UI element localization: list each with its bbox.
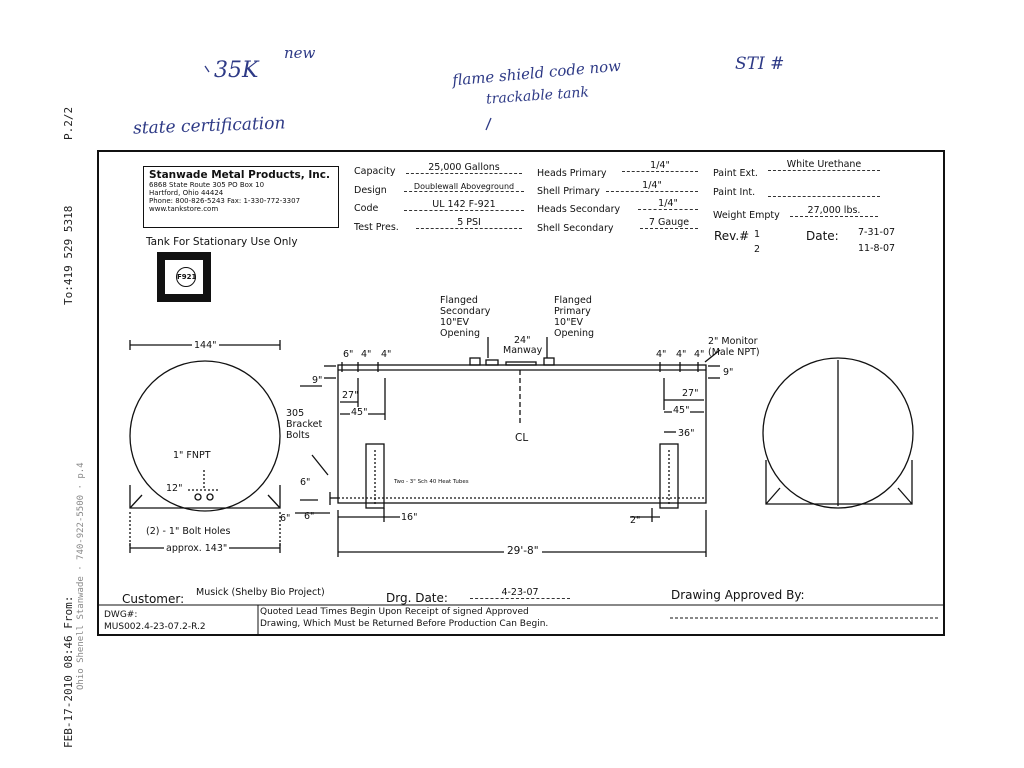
spec-test-label: Test Pres. (354, 222, 399, 233)
flanged-secondary-callout: Flanged Secondary 10"EV Opening (440, 295, 491, 339)
dim-2: 2" (630, 515, 641, 526)
dim-27-right: 27" (682, 388, 699, 399)
manway-label: Manway (503, 345, 543, 356)
spec-design-label: Design (354, 185, 387, 196)
dwg-label: DWG#: (104, 610, 138, 620)
spec-weight-value: 27,000 lbs. (790, 205, 878, 217)
spec-capacity-label: Capacity (354, 166, 396, 177)
spec-paint-int-label: Paint Int. (713, 187, 756, 198)
dim-approx: approx. 143" (166, 543, 228, 554)
bracket-number: 305 (286, 408, 305, 419)
company-city: Hartford, Ohio 44424 (149, 189, 224, 197)
lead-time-note-2: Drawing, Which Must be Returned Before Production Can Begin. (260, 619, 549, 629)
monitor-callout: 2" Monitor (Male NPT) (708, 336, 760, 358)
handwritten-note-flame-1: flame shield code now (451, 56, 622, 90)
spec-heads-primary-label: Heads Primary (537, 168, 607, 179)
dim-4-top-2: 4" (381, 349, 392, 360)
company-phone: Phone: 800-826-5243 Fax: 1-330-772-3307 (149, 197, 301, 205)
spec-date-label: Date: (806, 229, 839, 243)
stationary-notice: Tank For Stationary Use Only (146, 236, 298, 248)
dim-45-right: 45" (673, 405, 690, 416)
spec-rev-2: 2 (754, 244, 761, 255)
spec-capacity-value: 25,000 Gallons (406, 162, 522, 174)
dim-fnpt: 1" FNPT (173, 450, 211, 461)
spec-design-value: Doublewall Aboveground (404, 182, 524, 192)
dwg-number: MUS002.4-23-07.2-R.2 (104, 622, 206, 632)
company-web: www.tankstore.com (149, 205, 219, 213)
dim-6-top: 6" (343, 349, 354, 360)
dim-overall-length: 29'-8" (504, 545, 542, 557)
dim-4-top-r3: 4" (694, 349, 705, 360)
drg-date-value: 4-23-07 (470, 587, 570, 599)
spec-heads-primary-value: 1/4" (622, 160, 698, 172)
ul-label-text: F921 (176, 267, 196, 287)
fax-header-faint: Ohio Shenell Stanwade · 740-922-5500 · p.4 (76, 462, 86, 690)
drg-date-label: Drg. Date: (386, 591, 448, 605)
flanged-primary-callout: Flanged Primary 10"EV Opening (554, 295, 595, 339)
dim-45-left: 45" (351, 407, 368, 418)
spec-date-1: 7-31-07 (858, 227, 896, 238)
dim-12: 12" (166, 483, 183, 494)
dim-bolt-holes: (2) - 1" Bolt Holes (146, 526, 231, 537)
dim-9-right: 9" (723, 367, 734, 378)
manway-size: 24" (514, 335, 531, 346)
customer-label: Customer: (122, 592, 185, 606)
dim-144: 144" (194, 340, 217, 351)
centerline-label: CL (515, 432, 529, 444)
fax-header-to: To:419 529 5318 (62, 205, 75, 305)
approved-by-label: Drawing Approved By: (671, 588, 805, 602)
spec-test-value: 5 PSI (416, 217, 522, 229)
dim-6-c: 6" (304, 511, 315, 522)
spec-heads-secondary-value: 1/4" (638, 198, 698, 210)
fax-header-page: P.2/2 (62, 106, 75, 140)
dim-4-top-1: 4" (361, 349, 372, 360)
dim-6-b: 6" (280, 513, 291, 524)
heat-tubes-note: Two - 3" Sch 40 Heat Tubes (394, 479, 469, 485)
company-name: Stanwade Metal Products, Inc. (149, 169, 330, 181)
spec-shell-primary-value: 1/4" (606, 180, 698, 192)
dim-4-top-r2: 4" (676, 349, 687, 360)
company-address: 6868 State Route 305 PO Box 10 (149, 181, 265, 189)
spec-date-2: 11-8-07 (858, 243, 896, 254)
spec-code-value: UL 142 F-921 (404, 199, 524, 211)
spec-shell-primary-label: Shell Primary (537, 186, 600, 197)
handwritten-note-new: new (284, 44, 316, 62)
ul-label-logo (157, 252, 211, 302)
spec-rev-label: Rev.# (714, 229, 750, 243)
spec-weight-label: Weight Empty (713, 210, 780, 221)
spec-paint-ext-value: White Urethane (768, 159, 880, 171)
spec-paint-int-value (768, 184, 880, 197)
fax-header-date: FEB-17-2010 08:46 From: (62, 595, 75, 748)
spec-paint-ext-label: Paint Ext. (713, 168, 758, 179)
lead-time-note-1: Quoted Lead Times Begin Upon Receipt of signed Approved (260, 607, 529, 617)
bracket-label: Bracket (286, 419, 323, 430)
handwritten-note-sti: STI # (735, 54, 785, 74)
dim-36: 36" (678, 428, 695, 439)
spec-shell-secondary-value: 7 Gauge (640, 217, 698, 229)
handwritten-note-35k: 35K (214, 58, 259, 83)
spec-rev-1: 1 (754, 229, 761, 240)
spec-shell-secondary-label: Shell Secondary (537, 223, 614, 234)
spec-heads-secondary-label: Heads Secondary (537, 204, 621, 215)
dim-9-left: 9" (312, 375, 323, 386)
dim-6-a: 6" (300, 477, 311, 488)
spec-code-label: Code (354, 203, 379, 214)
dim-4-top-r1: 4" (656, 349, 667, 360)
handwritten-note-flame-2: trackable tank (485, 84, 590, 108)
dim-16: 16" (401, 512, 418, 523)
bolts-label: Bolts (286, 430, 310, 441)
handwritten-note-state: state certification (132, 113, 286, 139)
dim-27-left: 27" (342, 390, 359, 401)
customer-name: Musick (Shelby Bio Project) (196, 587, 325, 598)
company-info-box (143, 166, 339, 228)
